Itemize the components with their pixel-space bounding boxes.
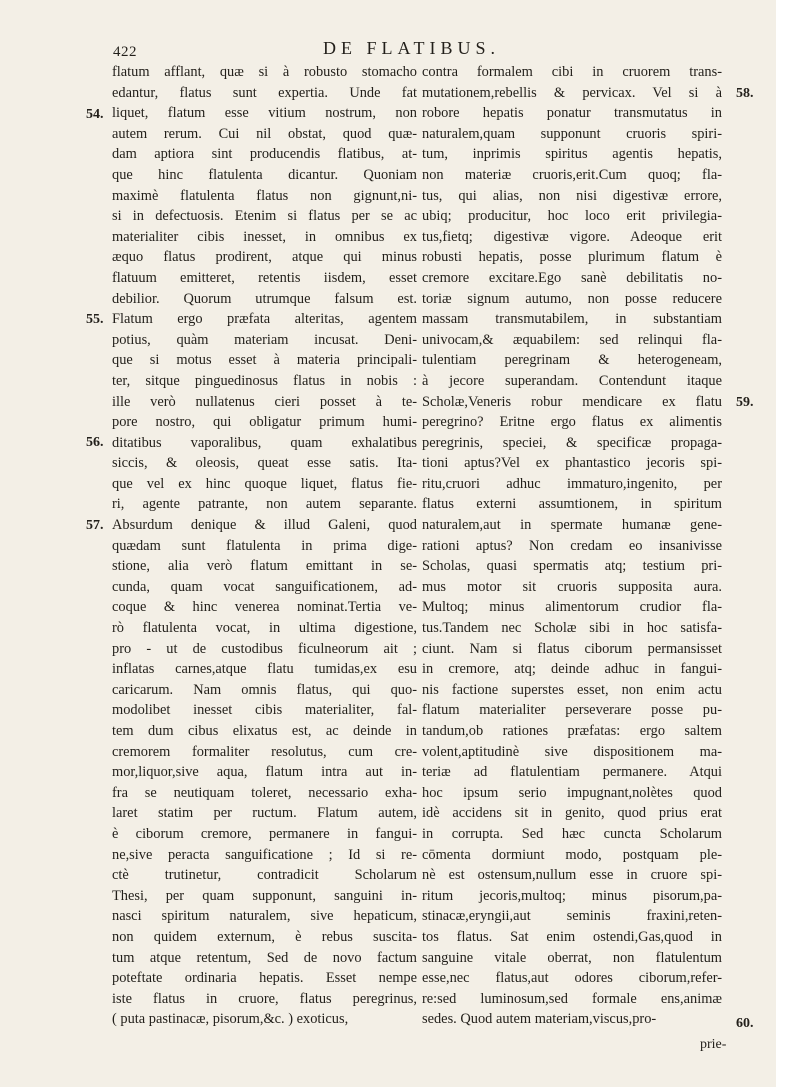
text-line: flatus externi assumtionem, in spiritum xyxy=(422,496,722,513)
text-line: contra formalem cibi in cruorem trans- xyxy=(422,64,722,80)
text-line: nasci spiritum naturalem, sive hepaticum, xyxy=(112,908,417,925)
text-line: toriæ signum autumo, non posse reducere xyxy=(422,290,722,307)
text-line: Flatum ergo præfata alteritas, agentem xyxy=(112,311,417,328)
text-line: mutationem,rebellis & pervicax. Vel si à xyxy=(422,84,722,101)
text-line: materialiter cibis inesset, in omnibus ex xyxy=(112,228,417,245)
text-line: hoc ipsum serio impugnant,nolètes quod xyxy=(422,784,722,801)
text-line: cōmenta dormiunt modo, postquam ple- xyxy=(422,846,722,863)
text-line: quædam sunt flatulenta in prima dige- xyxy=(112,537,417,554)
page-edge xyxy=(776,0,800,1087)
text-line: modolibet inesset cibis materialiter, fal- xyxy=(112,702,417,719)
text-line: fra se neutiquam toleret, necessario exha- xyxy=(112,784,417,801)
text-line: peregrino? Eritne ergo flatus ex alimentis xyxy=(422,414,722,431)
left-text-column xyxy=(112,62,417,1030)
text-line: ritu,cruori adhuc immaturo,ingenito, per xyxy=(422,475,722,492)
text-line: pro - ut de custodibus ficulneorum ait ; xyxy=(112,640,417,657)
margin-number: 56. xyxy=(86,435,104,450)
text-line: autem rerum. Cui nil obstat, quod quæ- xyxy=(112,125,417,142)
text-line: flatum afflant, quæ si à robusto stomacho xyxy=(112,64,417,80)
text-line: laret statim per ructum. Flatum autem, xyxy=(112,805,417,822)
margin-number: 55. xyxy=(86,312,104,327)
text-line: tus.Tandem nec Scholæ sibi in hoc satisfa- xyxy=(422,620,722,637)
text-line: ri, agente patrante, non autem separante. xyxy=(112,496,417,513)
margin-number: 57. xyxy=(86,518,104,533)
text-line: tioni aptus?Vel ex phantastico jecoris spi- xyxy=(422,455,722,472)
margin-number: 59. xyxy=(736,395,754,410)
text-line: Multoq; minus alimentorum crudior fla- xyxy=(422,599,722,616)
text-line: nè est ostensum,nullum esse in cruore spi- xyxy=(422,867,722,884)
text-line: ille verò nullatenus cieri posset à te- xyxy=(112,393,417,410)
text-line: à jecore superandam. Contendunt itaque xyxy=(422,372,722,389)
text-line: tum atque retentum, Sed de novo factum xyxy=(112,949,417,966)
text-line: ( puta pastinacæ, pisorum,&c. ) exoticus, xyxy=(112,1011,349,1028)
right-text-column xyxy=(422,62,722,1030)
text-line: nis factione superstes esset, non enim actu xyxy=(422,681,722,698)
text-line: robore hepatis ponatur transmutatus in xyxy=(422,105,722,122)
text-line: non quidem externum, è rebus suscita- xyxy=(112,928,417,945)
text-line: stione, alia verò flatum emittant in se- xyxy=(112,558,417,575)
text-line: æquo flatus prodirent, atque qui minus xyxy=(112,249,417,266)
text-line: massam transmutabilem, in substantiam xyxy=(422,311,722,328)
catchword: prie- xyxy=(700,1037,727,1052)
text-line: tos flatus. Sat enim ostendi,Gas,quod in xyxy=(422,928,722,945)
text-line: que si motus esset à materia principali- xyxy=(112,352,417,369)
text-line: tum, inprimis spiritus agentis hepatis, xyxy=(422,146,722,163)
text-line: naturalem,aut in spermate humanæ gene- xyxy=(422,517,722,534)
text-line: liquet, flatum esse vitium nostrum, non xyxy=(112,105,417,122)
text-line: dam aptiora sint producendis flatibus, at- xyxy=(112,146,417,163)
text-line: ctè trutinetur, contradicit Scholarum xyxy=(112,867,417,884)
text-line: peregrinis, speciei, & specificæ propaga- xyxy=(422,434,722,451)
text-line: univocam,& æquabilem: sed relinqui fla- xyxy=(422,331,722,348)
text-line: debilior. Quorum utrumque falsum est. xyxy=(112,290,417,307)
text-line: mor,liquor,sive aqua, flatum intra aut in- xyxy=(112,764,417,781)
text-line: caricarum. Nam omnis flatus, qui quo- xyxy=(112,681,417,698)
text-line: Thesi, per quam supponunt, sanguini in- xyxy=(112,887,417,904)
text-line: inflatas carnes,atque flatu tumidas,ex esu xyxy=(112,661,417,678)
page-number: 422 xyxy=(113,44,137,60)
text-line: non materiæ cruoris,erit.Cum quoq; fla- xyxy=(422,166,722,183)
text-line: è ciborum cremore, permanere in fangui- xyxy=(112,825,417,842)
text-line: poteftate ordinaria hepatis. Esset nempe xyxy=(112,970,417,987)
text-line: naturalem,quam supponunt cruoris spiri- xyxy=(422,125,722,142)
text-line: ditatibus vaporalibus, quam exhalatibus xyxy=(112,434,417,451)
text-line: cremorem formaliter resolutus, cum cre- xyxy=(112,743,417,760)
text-line: iste flatus in cruore, flatus peregrinus, xyxy=(112,990,417,1007)
text-line: pore nostro, qui obligatur primum humi- xyxy=(112,414,417,431)
text-line: esse,nec flatus,aut odores ciborum,refer- xyxy=(422,970,722,987)
text-line: edantur, flatus sunt expertia. Unde fat xyxy=(112,84,417,101)
text-line: tem dum cibus elixatus est, ac deinde in xyxy=(112,723,417,739)
text-line: Absurdum denique & illud Galeni, quod xyxy=(112,517,417,534)
text-line: ubiq; producitur, hoc loco erit privilegia- xyxy=(422,208,722,225)
text-line: tus, qui alias, non nisi digestivæ errore, xyxy=(422,187,722,204)
text-line: Scholæ,Veneris robur mendicare ex flatu xyxy=(422,393,722,410)
text-line: idè accidens sit in genito, quod prius erat xyxy=(422,805,722,822)
text-line: maximè flatulenta flatus non gignunt,ni- xyxy=(112,187,417,204)
text-line: sedes. Quod autem materiam,viscus,pro- xyxy=(422,1011,657,1028)
text-line: tandum,ob rationes præfatas: ergo saltem xyxy=(422,723,722,739)
text-line: Scholas, quasi spermatis atq; testium pri- xyxy=(422,558,722,575)
text-line: cunda, quam vocat sanguificationem, ad- xyxy=(112,578,417,595)
text-line: tus,fietq; digestivæ vigore. Adeoque erit xyxy=(422,228,722,245)
text-line: volent,aptitudinè sive dispositionem ma- xyxy=(422,743,722,760)
text-line: ne,sive peracta sanguificatione ; Id si re- xyxy=(112,846,417,863)
text-line: mus motor sit cruoris supposita aura. xyxy=(422,578,722,595)
text-line: potius, quàm materiam incusat. Deni- xyxy=(112,331,417,348)
text-line: in cremore, atq; deinde adhuc in fangui- xyxy=(422,661,722,678)
text-line: teriæ ad flatulentiam permanere. Atqui xyxy=(422,764,722,781)
margin-number: 58. xyxy=(736,86,754,101)
text-line: rationi aptus? Non credam eo insanivisse xyxy=(422,537,722,554)
text-line: re:sed luminosum,sed formale ens,animæ xyxy=(422,990,722,1007)
text-line: flatuum emitteret, retentis iisdem, esset xyxy=(112,269,417,286)
text-line: si in defectuosis. Etenim si flatus per se ac xyxy=(112,208,417,225)
text-line: ciunt. Nam si flatus ciborum permansisset xyxy=(422,640,722,657)
text-line: rò flatulenta vocat, in ultima digestione, xyxy=(112,620,417,637)
text-line: que hinc flatulenta dicantur. Quoniam xyxy=(112,166,417,183)
text-line: cremore excitare.Ego sanè debilitatis no- xyxy=(422,269,722,286)
text-line: que vel ex hinc quoque liquet, flatus fie- xyxy=(112,475,417,492)
margin-number: 60. xyxy=(736,1016,754,1031)
margin-number: 54. xyxy=(86,107,104,122)
running-head: DE FLATIBUS. xyxy=(323,38,501,58)
text-line: robusti hepatis, posse plurimum flatum è xyxy=(422,249,722,266)
text-line: siccis, & oleosis, queat esse satis. Ita- xyxy=(112,455,417,472)
text-line: tulentiam peregrinam & heterogeneam, xyxy=(422,352,722,369)
text-line: coque & hinc venerea nominat.Tertia ve- xyxy=(112,599,417,616)
text-line: in corrupta. Sed hæc cuncta Scholarum xyxy=(422,825,722,842)
text-line: flatum materialiter perseverare posse pu- xyxy=(422,702,722,719)
text-line: stinacæ,eryngii,aut seminis fraxini,reten- xyxy=(422,908,722,925)
text-line: ter, sitque pinguedinosus flatus in nobis : xyxy=(112,372,417,389)
text-line: ritum jecoris,multoq; minus pisorum,pa- xyxy=(422,887,722,904)
text-line: sanguine vitale oberrat, non flatulentum xyxy=(422,949,722,966)
